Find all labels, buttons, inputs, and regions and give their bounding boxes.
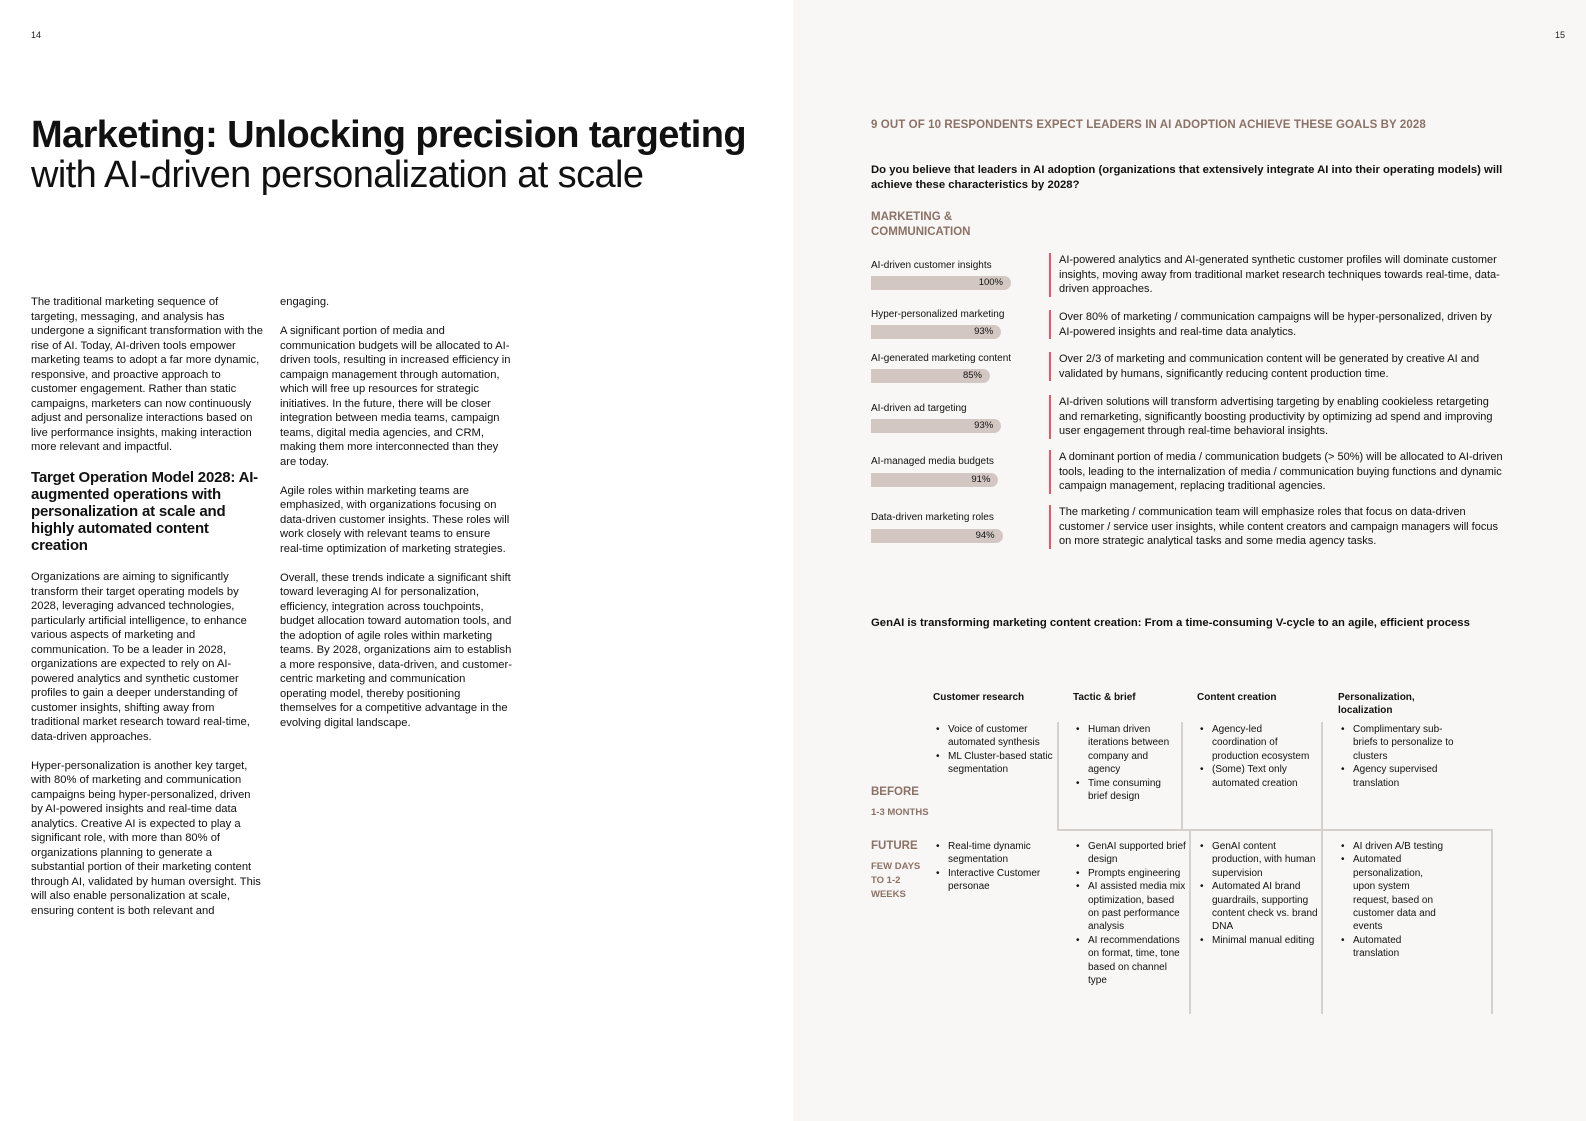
bar-value-label: 93% (974, 420, 994, 431)
list-item: • Human driven iterations between company and agency (1073, 723, 1179, 777)
bar-track (871, 529, 1021, 543)
page-number-left: 14 (31, 30, 42, 40)
list-item: • GenAI content production, with human supervision (1197, 840, 1319, 880)
bar (871, 369, 990, 383)
survey-eyebrow: 9 OUT OF 10 RESPONDENTS EXPECT LEADERS IN AI ADOPTION ACHIEVE THESE GOALS BY 2028 (871, 119, 1426, 131)
stage-header: Customer research (933, 692, 1025, 703)
body-paragraph: Agile roles within marketing teams are emphasized, with organizations focusing on data-driven customer insights. These roles will work closely with relevant teams to ensure real-time optimization of marketing strategies. (280, 484, 510, 555)
metric-description: AI-powered analytics and AI-generated synthetic customer profiles will dominate customer insights, moving away from traditional market research techniques towards real-time, data-driven approaches. (1049, 253, 1504, 297)
bar (871, 419, 1001, 433)
body-paragraph: Organizations are aiming to significantly transform their target operating models by 2028, leveraging advanced technologies, particularly artificial intelligence, to enhance various aspects of marketing and communication. To be a leader in 2028, organizations are expected to rely on AI-powered analytics and synthetic customer profiles to gain a deeper understanding of customer insights, shifting away from traditional market research toward real-time, data-driven approaches. (31, 571, 250, 743)
list-item: • Complimentary sub-briefs to personalize to clusters (1338, 723, 1458, 763)
before-label: BEFORE (871, 786, 919, 798)
list-item: • Interactive Customer personae (933, 867, 1053, 894)
bar-value-label: 100% (978, 277, 1003, 288)
body-column-1 (31, 295, 263, 933)
bar (871, 473, 998, 487)
list-item: • Automated translation (1338, 934, 1448, 961)
metric-label: AI-managed media budgets (871, 456, 994, 467)
future-label: FUTURE (871, 840, 918, 852)
bar-track (871, 325, 1021, 339)
divider-line (1321, 830, 1323, 1014)
bar-value-label: 91% (971, 474, 991, 485)
future-list-tactic-brief (1073, 840, 1186, 987)
stage-header: Content creation (1197, 692, 1277, 703)
divider-line (1181, 722, 1183, 830)
metric-description: A dominant portion of media / communication budgets (> 50%) will be allocated to AI-driven tools, leading to the internalization of media / communication buying functions and dynamic campaign management, replacing traditional agencies. (1049, 450, 1504, 494)
future-list-customer-research (933, 840, 1053, 894)
body-paragraph: A significant portion of media and communication budgets will be allocated to AI-driven tools, resulting in increased efficiency in campaign management through automation, which will free up resources for strategic initiatives. In the future, there will be closer integration between media teams, campaign teams, digital media agencies, and CRM, making them more interconnected than they are today. (280, 325, 511, 468)
list-item: • AI driven A/B testing (1338, 840, 1448, 853)
bar-value-label: 94% (975, 530, 995, 541)
metric-label: AI-generated marketing content (871, 353, 1012, 364)
stage-header: Personalization, localization (1338, 692, 1415, 716)
bar (871, 276, 1011, 290)
divider-line (1057, 722, 1059, 830)
divider-line (1189, 830, 1191, 1014)
divider-line (1491, 830, 1493, 1014)
metric-label: Hyper-personalized marketing (871, 309, 1005, 320)
list-item: • ML Cluster-based static segmentation (933, 750, 1053, 777)
bar-track (871, 276, 1021, 290)
future-list-personalization (1338, 840, 1448, 961)
list-item: • GenAI supported brief design (1073, 840, 1186, 867)
metric-label: AI-driven customer insights (871, 260, 992, 271)
list-item: • Voice of customer automated synthesis (933, 723, 1053, 750)
list-item: • Automated AI brand guardrails, supporting content check vs. brand DNA (1197, 880, 1319, 934)
body-paragraph: engaging. (280, 296, 330, 308)
list-item: • AI assisted media mix optimization, based on past performance analysis (1073, 880, 1186, 934)
page-title-bold: Marketing: Unlocking precision targeting (31, 114, 746, 156)
divider-line (1321, 722, 1323, 830)
divider-line (1057, 829, 1493, 831)
list-item: • (Some) Text only automated creation (1197, 763, 1317, 790)
bar-value-label: 93% (974, 326, 994, 337)
section-label: MARKETING & COMMUNICATION (871, 211, 971, 238)
page-number-right: 15 (1554, 30, 1565, 40)
before-list-tactic-brief (1073, 723, 1179, 803)
metric-description: Over 80% of marketing / communication campaigns will be hyper-personalized, driven by AI-powered insights and real-time data analytics. (1049, 310, 1504, 339)
before-duration: 1-3 MONTHS (871, 807, 929, 818)
section-subheading: Target Operation Model 2028: AI-augmented operations with personalization at scale and highly automated content creation (31, 469, 258, 554)
genai-section-title: GenAI is transforming marketing content creation: From a time-consuming V-cycle to an agile, efficient process (871, 617, 1470, 629)
survey-question: Do you believe that leaders in AI adoption (organizations that extensively integrate AI into their operating models) will achieve these characteristics by 2028? (871, 164, 1503, 191)
body-column-2 (280, 295, 512, 745)
bar-value-label: 85% (962, 370, 982, 381)
list-item: • Prompts engineering (1073, 867, 1186, 880)
stage-header: Tactic & brief (1073, 692, 1136, 703)
before-list-personalization (1338, 723, 1458, 790)
page-title-light: with AI-driven personalization at scale (31, 154, 644, 196)
list-item: • AI recommendations on format, time, tone based on channel type (1073, 934, 1186, 988)
bar-track (871, 369, 1021, 383)
bar-track (871, 419, 1021, 433)
metric-description: The marketing / communication team will emphasize roles that focus on data-driven customer / service user insights, while content creators and campaign managers will focus on more strategic analytical tasks and some media agency tasks. (1049, 505, 1504, 549)
list-item: • Time consuming brief design (1073, 777, 1179, 804)
metric-label: Data-driven marketing roles (871, 512, 994, 523)
before-list-customer-research (933, 723, 1053, 777)
list-item: • Real-time dynamic segmentation (933, 840, 1053, 867)
list-item: • Agency supervised translation (1338, 763, 1458, 790)
list-item: • Agency-led coordination of production ecosystem (1197, 723, 1317, 763)
body-paragraph: Hyper-personalization is another key target, with 80% of marketing and communication campaigns being hyper-personalized, driven by AI-powered insights and real-time data analytics. Creative AI is expected to play a significant role, with more than 80% of organizations planning to generate a substantial portion of their marketing content through AI, validated by human oversight. This will also enable personalization at scale, ensuring content is both relevant and (31, 759, 261, 917)
before-list-content-creation (1197, 723, 1317, 790)
body-paragraph: The traditional marketing sequence of targeting, messaging, and analysis has undergone a significant transformation with the rise of AI. Today, AI-driven tools empower marketing teams to adopt a far more dynamic, responsive, and proactive approach to customer engagement. Rather than static campaigns, marketers can now continuously adjust and personalize interactions based on live performance insights, making interaction more relevant and impactful. (31, 296, 263, 453)
metric-label: AI-driven ad targeting (871, 403, 967, 414)
metric-description: Over 2/3 of marketing and communication content will be generated by creative AI and validated by humans, significantly reducing content production time. (1049, 352, 1504, 381)
bar-track (871, 473, 1021, 487)
page-title (31, 115, 751, 195)
metric-description: AI-driven solutions will transform advertising targeting by enabling cookieless retargeting and remarketing, significantly boosting productivity by optimizing ad spend and improving user engagement through real-time behavioral insights. (1049, 395, 1504, 439)
body-paragraph: Overall, these trends indicate a significant shift toward leveraging AI for personalization, efficiency, integration across touchpoints, budget allocation toward automation tools, and the adoption of agile roles within marketing teams. By 2028, organizations aim to establish a more responsive, data-driven, and customer-centric marketing and communication operating model, thereby positioning themselves for a competitive advantage in the evolving digital landscape. (280, 571, 512, 729)
future-duration: FEW DAYS TO 1-2 WEEKS (871, 861, 921, 900)
bar (871, 325, 1001, 339)
list-item: • Automated personalization, upon system request, based on customer data and events (1338, 853, 1448, 933)
future-list-content-creation (1197, 840, 1319, 947)
bar (871, 529, 1003, 543)
list-item: • Minimal manual editing (1197, 934, 1319, 947)
